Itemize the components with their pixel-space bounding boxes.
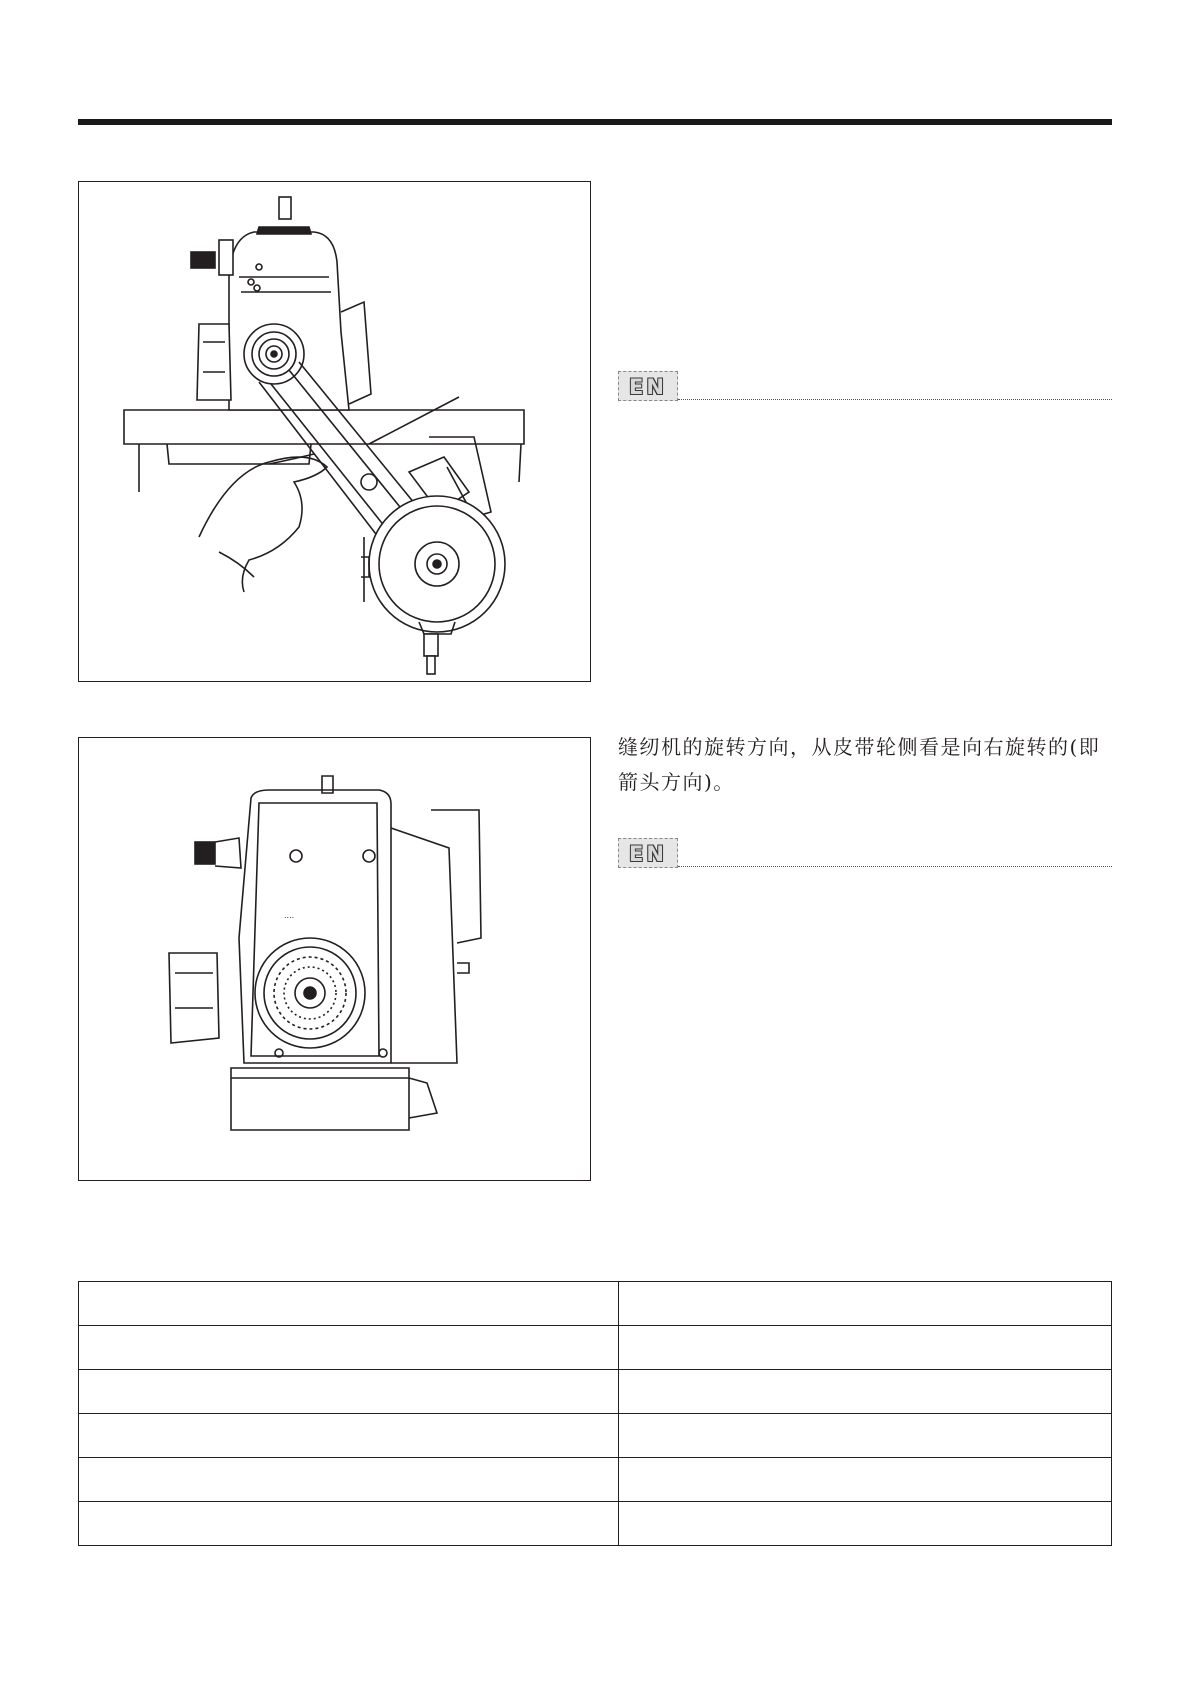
table-cell [79, 1414, 619, 1458]
table-cell [79, 1502, 619, 1546]
table-row [79, 1458, 1112, 1502]
svg-text:....: .... [284, 911, 295, 920]
table-cell [79, 1326, 619, 1370]
table-cell [619, 1282, 1112, 1326]
table-cell [79, 1458, 619, 1502]
sewing-machine-belt-illustration [79, 182, 589, 680]
table-row [79, 1502, 1112, 1546]
table-cell [619, 1370, 1112, 1414]
dotted-divider [678, 866, 1112, 867]
table-row [79, 1282, 1112, 1326]
table-cell [619, 1414, 1112, 1458]
table-row [79, 1370, 1112, 1414]
en-section-header [618, 838, 1112, 870]
en-section-header [618, 371, 1112, 403]
belt-installation-figure [78, 181, 591, 682]
en-language-badge: EN [618, 838, 678, 868]
table-row [79, 1414, 1112, 1458]
header-rule [78, 119, 1112, 125]
spec-table [78, 1281, 1112, 1546]
table-row [79, 1326, 1112, 1370]
note-line-2: 箭头方向)。 [618, 770, 735, 794]
en-language-badge: EN [618, 371, 678, 401]
table-cell [619, 1326, 1112, 1370]
table-cell [79, 1282, 619, 1326]
pulley-side-figure [78, 737, 591, 1181]
sewing-machine-side-illustration [79, 738, 589, 1179]
table-cell [79, 1370, 619, 1414]
rotation-direction-note [618, 730, 1118, 800]
note-line-1: 缝纫机的旋转方向，从皮带轮侧看是向右旋转的(即 [618, 735, 1101, 759]
table-cell [619, 1458, 1112, 1502]
table-cell [619, 1502, 1112, 1546]
dotted-divider [678, 399, 1112, 400]
